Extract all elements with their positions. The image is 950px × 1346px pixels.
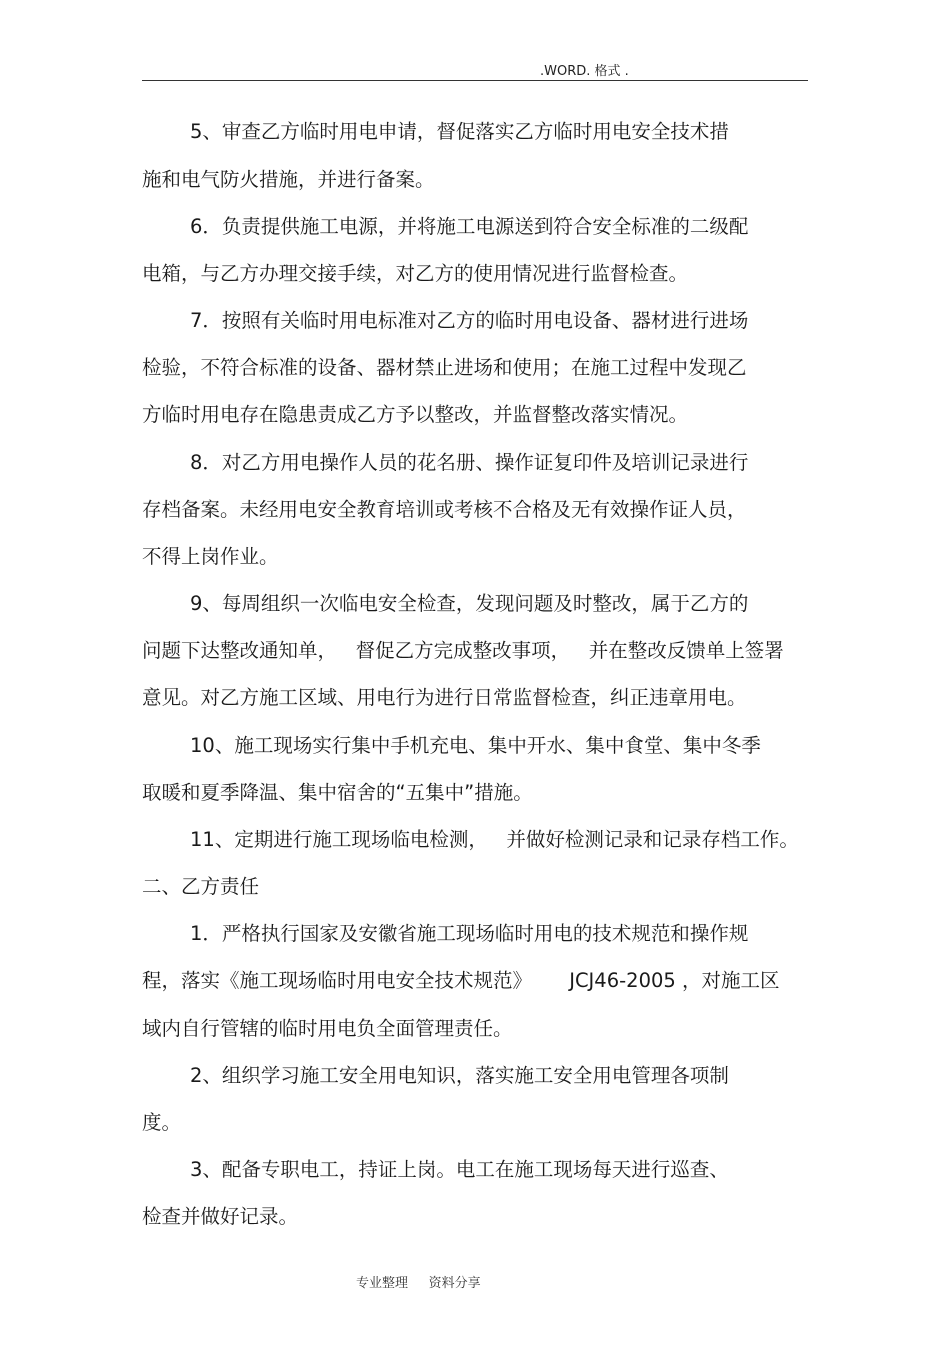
body-line: 程，落实《施工现场临时用电安全技术规范》 JCJ46-2005 ，对施工区 [142,969,780,992]
section-heading: 二、乙方责任 [142,875,260,898]
body-line: 3、配备专职电工，持证上岗。电工在施工现场每天进行巡查、 [190,1158,729,1181]
body-line: 问题下达整改通知单， 督促乙方完成整改事项， 并在整改反馈单上签署 [142,639,784,662]
body-line: 域内自行管辖的临时用电负全面管理责任。 [142,1017,513,1040]
body-line: 7．按照有关临时用电标准对乙方的临时用电设备、器材进行进场 [190,309,749,332]
body-line: 6．负责提供施工电源，并将施工电源送到符合安全标准的二级配 [190,215,749,238]
body-line: 意见。对乙方施工区域、用电行为进行日常监督检查，纠正违章用电。 [142,686,747,709]
body-line: 1．严格执行国家及安徽省施工现场临时用电的技术规范和操作规 [190,922,749,945]
body-line: 2、组织学习施工安全用电知识，落实施工安全用电管理各项制 [190,1064,729,1087]
body-line: 存档备案。未经用电安全教育培训或考核不合格及无有效操作证人员， [142,498,747,521]
body-line: 8．对乙方用电操作人员的花名册、操作证复印件及培训记录进行 [190,451,749,474]
body-line: 检查并做好记录。 [142,1205,299,1228]
body-line: 检验，不符合标准的设备、器材禁止进场和使用；在施工过程中发现乙 [142,356,747,379]
body-line: 方临时用电存在隐患责成乙方予以整改，并监督整改落实情况。 [142,403,689,426]
page-footer: 专业整理 资料分享 [356,1276,481,1291]
body-line: 取暖和夏季降温、集中宿舍的“五集中”措施。 [142,781,533,804]
header-text: .WORD. 格式 . [540,64,629,79]
body-line: 9、每周组织一次临电安全检查，发现问题及时整改，属于乙方的 [190,592,749,615]
body-line: 施和电气防火措施，并进行备案。 [142,168,435,191]
body-line: 11、定期进行施工现场临电检测， 并做好检测记录和记录存档工作。 [190,828,799,851]
body-line: 5、审查乙方临时用电申请，督促落实乙方临时用电安全技术措 [190,120,729,143]
body-line: 不得上岗作业。 [142,545,279,568]
body-line: 度。 [142,1111,182,1134]
body-line: 10、施工现场实行集中手机充电、集中开水、集中食堂、集中冬季 [190,734,761,757]
header-rule [142,80,808,81]
body-line: 电箱，与乙方办理交接手续，对乙方的使用情况进行监督检查。 [142,262,689,285]
